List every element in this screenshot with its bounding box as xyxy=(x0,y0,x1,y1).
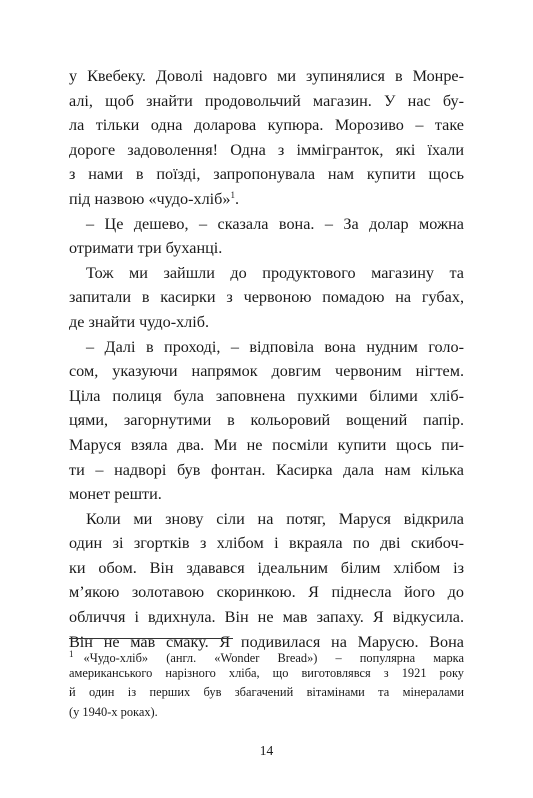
text-line: ла тільки одна доларова купюра. Морозиво – таке xyxy=(69,116,464,135)
text-line: один зі згортків з хлібом і вкраяла по дві скибоч- xyxy=(69,534,464,553)
text-line: у Квебеку. Доволі надовго ми зупинялися в Монре- xyxy=(69,67,464,85)
text-line: Ціла полиця була заповнена пухкими білими хліб- xyxy=(69,386,464,405)
text-line: запитали в касирки з червоною помадою на губах, xyxy=(69,288,464,307)
footnote-line: (у 1940-х роках). xyxy=(69,704,158,719)
text-line: отримати три буханці. xyxy=(69,239,223,258)
footnote-line: й один із перших був збагачений вітамінами та мінералами xyxy=(69,685,464,700)
main-text xyxy=(69,64,464,654)
footnote-line: американського нарізного хліба, що виготовлявся з 1921 року xyxy=(69,666,464,681)
footnote-divider xyxy=(69,638,233,639)
text-line: з нами в поїзді, запропонувала нам купити щось xyxy=(69,165,464,184)
footnote-text: «Чудо-хліб» (англ. «Wonder Bread») – популярна марка xyxy=(83,651,464,665)
text-line: м’якою золотавою скоринкою. Я піднесла його до xyxy=(69,583,464,602)
text-line: сом, указуючи напрямок довгим червоним нігтем. xyxy=(69,362,464,381)
text-line: – Це дешево, – сказала вона. – За долар можна xyxy=(86,214,464,233)
text-line: ки обом. Він здавався ідеальним білим хлібом із xyxy=(69,558,464,577)
footnote-line xyxy=(69,645,464,664)
footnote xyxy=(69,645,464,722)
text-line: алі, щоб знайти продовольчий магазин. У нас бу- xyxy=(69,91,464,110)
text-line-with-footnote-ref xyxy=(69,187,464,212)
text-line: цями, загорнутими в кольоровий вощений папір. xyxy=(69,411,464,430)
text-line: дороге задоволення! Одна з іммігранток, які їхали xyxy=(69,140,464,159)
text-line: Тож ми зайшли до продуктового магазину та xyxy=(86,263,464,282)
footnote-marker: 1 xyxy=(69,649,74,659)
sentence-period: . xyxy=(234,189,240,208)
text-line: де знайти чудо-хліб. xyxy=(69,312,210,331)
text-line: обличчя і вдихнула. Він не мав запаху. Я відкусила. xyxy=(69,608,464,627)
page-number: 14 xyxy=(259,743,274,758)
footnote-reference[interactable]: 1 xyxy=(230,189,235,200)
text-line: монет решти. xyxy=(69,485,162,504)
text-line: Він не мав смаку. Я подивилася на Марусю. Вона xyxy=(69,632,464,651)
text-line: Маруся взяла два. Ми не посміли купити щось пи- xyxy=(69,435,464,454)
text-line: ти – надворі був фонтан. Касирка дала нам кілька xyxy=(69,460,464,479)
text-line: під назвою «чудо-хліб» xyxy=(69,189,231,208)
text-line: Коли ми знову сіли на потяг, Маруся відкрила xyxy=(86,509,464,528)
text-line: – Далі в проході, – відповіла вона нудним голо- xyxy=(86,337,464,356)
